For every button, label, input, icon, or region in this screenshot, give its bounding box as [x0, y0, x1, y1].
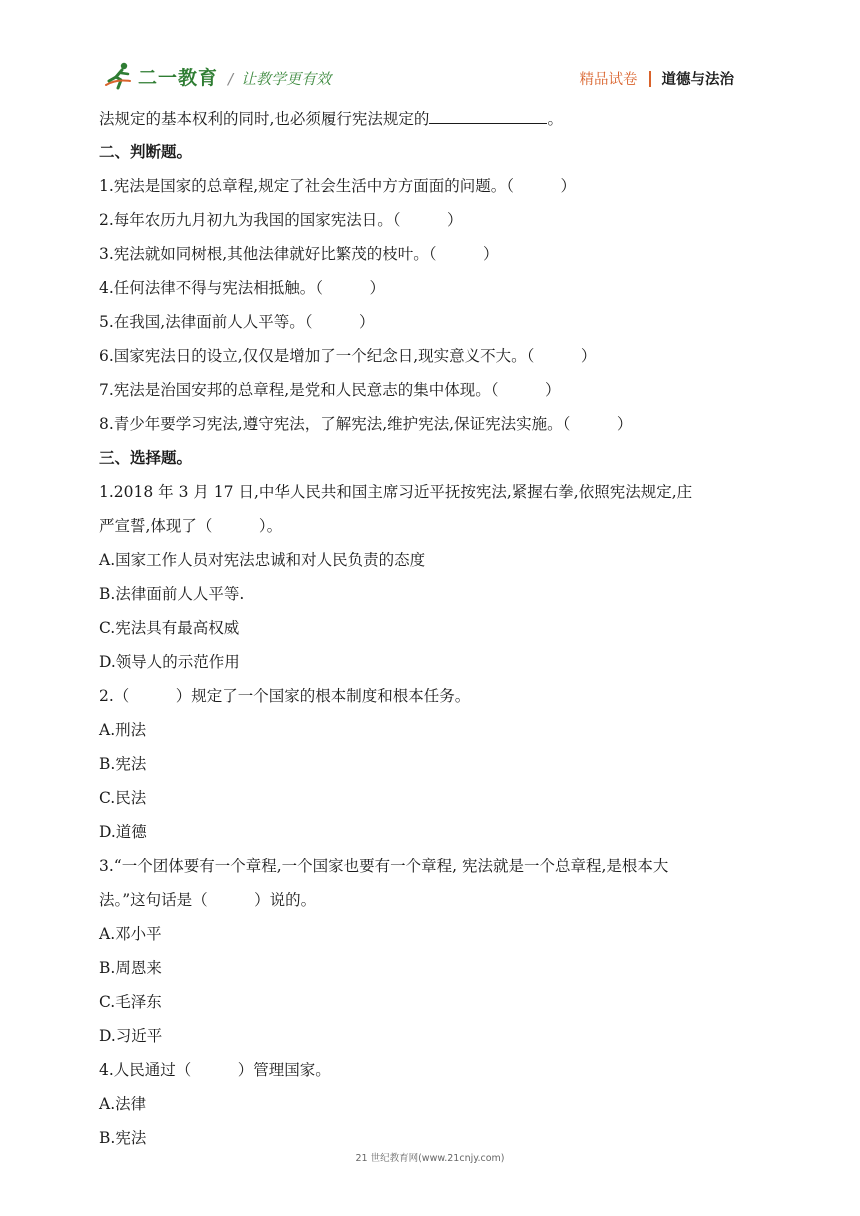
option-item: C.宪法具有最高权威: [99, 619, 240, 637]
intro-text: 法规定的基本权利的同时,也必须履行宪法规定的: [99, 110, 430, 128]
page-header: [0, 0, 860, 100]
question-stem: 4.人民通过（ ）管理国家。: [99, 1061, 331, 1079]
slogan-slash: /: [228, 70, 234, 88]
question-stem-cont: 法。”这句话是（ ）说的。: [99, 891, 317, 909]
subject-label: 道德与法治: [661, 72, 734, 88]
answer-blank[interactable]: [429, 101, 547, 124]
logo: [104, 58, 218, 94]
section-title-judgement: 二、判断题。: [99, 143, 193, 161]
section-title-choice: 三、选择题。: [99, 449, 193, 467]
option-item: A.刑法: [99, 721, 147, 739]
judgement-item: 4.任何法律不得与宪法相抵触。（ ）: [99, 279, 386, 297]
header-divider: [649, 71, 651, 87]
logo-text: 二一教育: [138, 66, 219, 89]
page-footer: 21 世纪教育网(www.21cnjy.com): [355, 1153, 505, 1164]
premium-label: 精品试卷: [579, 72, 638, 88]
option-item: A.国家工作人员对宪法忠诚和对人民负责的态度: [99, 551, 426, 569]
runner-logo-icon: [104, 61, 134, 91]
judgement-item: 7.宪法是治国安邦的总章程,是党和人民意志的集中体现。（ ）: [99, 381, 561, 399]
judgement-item: 8.青少年要学习宪法,遵守宪法，了解宪法,维护宪法,保证宪法实施。（ ）: [99, 415, 633, 433]
option-item: B.宪法: [99, 1129, 147, 1147]
slogan-text: 让教学更有效: [241, 70, 332, 88]
slogan: [228, 68, 331, 89]
option-item: A.法律: [99, 1095, 147, 1113]
option-item: D.领导人的示范作用: [99, 653, 240, 671]
header-tag: [580, 68, 735, 89]
option-item: D.习近平: [99, 1027, 163, 1045]
judgement-item: 6.国家宪法日的设立,仅仅是增加了一个纪念日,现实意义不大。（ ）: [99, 347, 597, 365]
document-body: [99, 101, 769, 1155]
option-item: A.邓小平: [99, 925, 162, 943]
judgement-item: 1.宪法是国家的总章程,规定了社会生活中方方面面的问题。（ ）: [99, 177, 576, 195]
option-item: B.周恩来: [99, 959, 162, 977]
option-item: D.道德: [99, 823, 147, 841]
judgement-item: 5.在我国,法律面前人人平等。（ ）: [99, 313, 375, 331]
option-item: B.宪法: [99, 755, 147, 773]
question-stem: 3.“一个团体要有一个章程,一个国家也要有一个章程, 宪法就是一个总章程,是根本大: [99, 857, 669, 875]
question-stem: 2.（ ）规定了一个国家的根本制度和根本任务。: [99, 687, 471, 705]
option-item: C.毛泽东: [99, 993, 162, 1011]
option-item: B.法律面前人人平等.: [99, 585, 245, 603]
intro-line: [99, 101, 769, 135]
intro-end: 。: [547, 110, 563, 128]
judgement-item: 2.每年农历九月初九为我国的国家宪法日。（ ）: [99, 211, 463, 229]
judgement-item: 3.宪法就如同树根,其他法律就好比繁茂的枝叶。（ ）: [99, 245, 499, 263]
question-stem: 1.2018 年 3 月 17 日,中华人民共和国主席习近平抚按宪法,紧握右拳,依照宪法规定,庄: [99, 483, 693, 501]
option-item: C.民法: [99, 789, 147, 807]
question-stem-cont: 严宣誓,体现了（ ）。: [99, 517, 283, 535]
